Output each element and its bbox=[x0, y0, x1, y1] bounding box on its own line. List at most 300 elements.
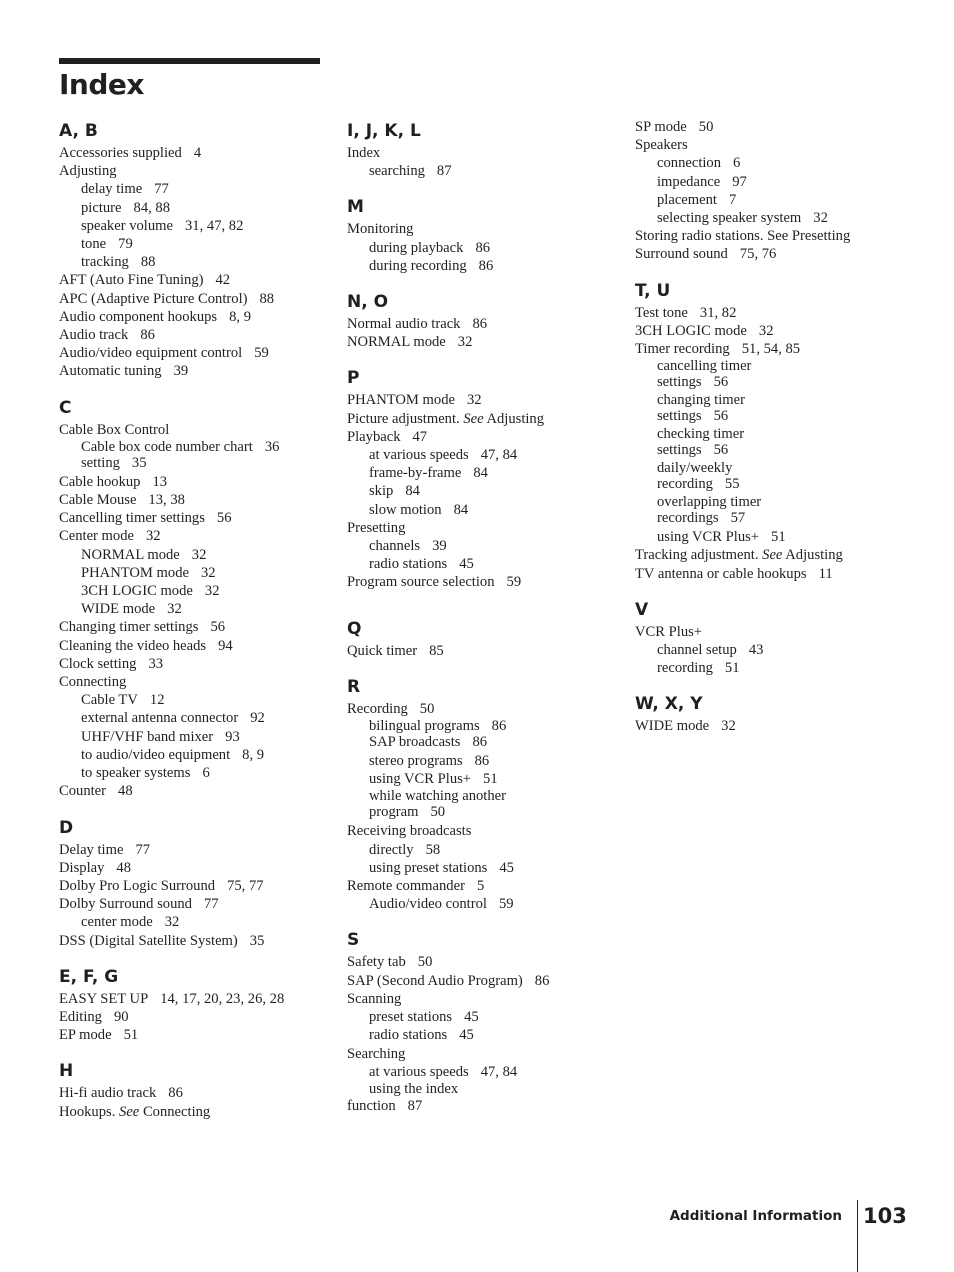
entry-label: at various speeds bbox=[369, 1063, 469, 1080]
index-entry bbox=[59, 308, 329, 326]
entry-page-numbers: 32 bbox=[758, 322, 774, 339]
entry-label: SAP broadcasts bbox=[369, 734, 461, 751]
entry-label: SAP (Second Audio Program) bbox=[347, 972, 523, 989]
index-subentry bbox=[635, 173, 905, 191]
index-subentry bbox=[59, 728, 329, 746]
entry-page-numbers: 32 bbox=[813, 210, 828, 227]
index-entry bbox=[347, 953, 617, 971]
section-gap bbox=[59, 1044, 329, 1058]
entry-page-numbers: 35 bbox=[131, 454, 147, 471]
entry-label: searching bbox=[369, 163, 425, 180]
index-entry bbox=[635, 623, 905, 641]
entry-label: Center mode bbox=[59, 528, 134, 545]
entry-page-numbers: 35 bbox=[249, 932, 265, 949]
entry-page-numbers: 47, 84 bbox=[480, 447, 518, 464]
index-entry bbox=[635, 546, 905, 564]
index-section bbox=[59, 395, 329, 801]
entry-page-numbers: 94 bbox=[218, 637, 233, 654]
section-heading: H bbox=[59, 1061, 74, 1082]
index-entry bbox=[347, 990, 617, 1008]
section-heading: A, B bbox=[59, 121, 98, 141]
entry-page-numbers: 92 bbox=[250, 710, 265, 727]
entry-label: Audio track bbox=[59, 327, 129, 344]
entry-page-numbers: 86 bbox=[534, 972, 550, 989]
entry-label: skip bbox=[369, 483, 394, 500]
section-heading: P bbox=[347, 368, 360, 389]
entry-label: setting bbox=[81, 454, 120, 471]
index-section bbox=[635, 597, 905, 678]
entry-label: recordings bbox=[657, 510, 719, 527]
index-subentry bbox=[59, 439, 329, 455]
entry-page-numbers: 84 bbox=[453, 501, 469, 518]
index-entry bbox=[635, 136, 905, 154]
index-section bbox=[59, 1058, 329, 1120]
entry-label: Connecting bbox=[59, 674, 127, 691]
index-subentry bbox=[59, 253, 329, 271]
entry-page-numbers: 84, 88 bbox=[133, 199, 171, 216]
see-reference-target: Adjusting bbox=[486, 410, 545, 427]
section-heading: S bbox=[347, 930, 360, 951]
index-subentry bbox=[59, 546, 329, 564]
index-column-2 bbox=[347, 118, 617, 1115]
entry-page-numbers: 45 bbox=[459, 1027, 474, 1044]
section-gap bbox=[347, 592, 617, 616]
entry-page-numbers: 87 bbox=[407, 1097, 423, 1114]
entry-label: slow motion bbox=[369, 501, 442, 518]
entry-page-numbers: 48 bbox=[116, 859, 131, 876]
entry-page-numbers: 32 bbox=[164, 914, 180, 931]
entry-page-numbers: 56 bbox=[210, 619, 226, 636]
entry-page-numbers: 6 bbox=[202, 765, 210, 782]
index-column-3 bbox=[635, 118, 905, 736]
entry-page-numbers: 13 bbox=[152, 473, 168, 490]
index-subentry bbox=[347, 537, 617, 555]
index-entry bbox=[635, 322, 905, 340]
index-entry bbox=[59, 877, 329, 895]
entry-label: checking timer bbox=[657, 426, 745, 443]
index-entry bbox=[347, 315, 617, 333]
index-subentry bbox=[59, 217, 329, 235]
entry-page-numbers: 33 bbox=[148, 655, 164, 672]
index-subentry bbox=[347, 859, 617, 877]
index-entry bbox=[59, 271, 329, 289]
index-entry bbox=[347, 391, 617, 409]
entry-label: Monitoring bbox=[347, 221, 414, 238]
entry-label: function bbox=[347, 1097, 396, 1114]
entry-label: Cleaning the video heads bbox=[59, 637, 207, 654]
entry-label: TV antenna or cable hookups bbox=[635, 565, 807, 582]
entry-label: Program source selection bbox=[347, 574, 495, 591]
entry-label: picture bbox=[81, 199, 122, 216]
index-subentry bbox=[347, 555, 617, 573]
entry-label: to audio/video equipment bbox=[81, 746, 231, 763]
entry-page-numbers: 56 bbox=[713, 374, 729, 391]
index-entry bbox=[347, 519, 617, 537]
index-entry bbox=[347, 333, 617, 351]
index-subentry bbox=[347, 718, 617, 734]
entry-page-numbers: 11 bbox=[818, 565, 833, 582]
entry-label: at various speeds bbox=[369, 447, 469, 464]
section-gap bbox=[347, 275, 617, 289]
entry-page-numbers: 50 bbox=[417, 954, 433, 971]
index-section bbox=[347, 118, 617, 180]
section-gap bbox=[59, 950, 329, 964]
entry-label: Tracking adjustment. bbox=[635, 547, 759, 564]
index-subentry bbox=[635, 659, 905, 677]
section-gap bbox=[347, 351, 617, 365]
entry-page-numbers: 57 bbox=[730, 510, 746, 527]
entry-label: 3CH LOGIC mode bbox=[81, 583, 193, 600]
index-subentry bbox=[347, 1026, 617, 1044]
index-subentry bbox=[347, 482, 617, 500]
entry-page-numbers: 45 bbox=[459, 556, 474, 573]
entry-label: Playback bbox=[347, 428, 401, 445]
page-title: Index bbox=[59, 68, 144, 101]
entry-page-numbers: 55 bbox=[724, 476, 740, 493]
entry-page-numbers: 39 bbox=[432, 538, 447, 555]
index-section bbox=[347, 289, 617, 351]
entry-label: directly bbox=[369, 841, 414, 858]
see-reference-marker: See bbox=[119, 1103, 140, 1120]
index-entry bbox=[59, 1026, 329, 1044]
section-heading: M bbox=[347, 197, 364, 218]
index-subentry bbox=[635, 191, 905, 209]
entry-page-numbers: 32 bbox=[200, 564, 216, 581]
entry-label: Surround sound bbox=[635, 246, 728, 263]
index-entry bbox=[635, 245, 905, 263]
entry-page-numbers: 48 bbox=[118, 783, 133, 800]
index-subentry bbox=[635, 641, 905, 659]
entry-page-numbers: 42 bbox=[215, 272, 231, 289]
entry-page-numbers: 51, 54, 85 bbox=[741, 341, 801, 358]
entry-label: during playback bbox=[369, 239, 464, 256]
entry-page-numbers: 51 bbox=[483, 771, 498, 788]
index-subentry bbox=[347, 770, 617, 788]
entry-page-numbers: 85 bbox=[429, 642, 444, 659]
entry-label: overlapping timer bbox=[657, 494, 762, 511]
index-entry bbox=[59, 362, 329, 380]
entry-label: external antenna connector bbox=[81, 710, 239, 727]
index-subentry bbox=[635, 460, 905, 476]
entry-label: Test tone bbox=[635, 304, 688, 321]
entry-label: frame-by-frame bbox=[369, 465, 462, 482]
entry-label: daily/weekly bbox=[657, 460, 733, 477]
index-subentry bbox=[347, 239, 617, 257]
index-subentry bbox=[635, 154, 905, 172]
entry-label: Speakers bbox=[635, 137, 688, 154]
entry-page-numbers: 86 bbox=[140, 327, 155, 344]
index-subentry bbox=[635, 209, 905, 227]
entry-page-numbers: 88 bbox=[259, 290, 275, 307]
index-section bbox=[59, 815, 329, 950]
entry-label: SP mode bbox=[635, 119, 687, 135]
index-subentry bbox=[347, 804, 617, 820]
entry-label: Index bbox=[347, 145, 381, 161]
index-entry bbox=[347, 428, 617, 446]
entry-page-numbers: 77 bbox=[203, 896, 219, 913]
entry-page-numbers: 8, 9 bbox=[229, 308, 251, 325]
index-entry bbox=[347, 410, 617, 428]
entry-page-numbers: 93 bbox=[225, 728, 240, 745]
section-heading: E, F, G bbox=[59, 966, 119, 987]
index-entry bbox=[59, 637, 329, 655]
index-subentry bbox=[59, 199, 329, 217]
section-heading: I, J, K, L bbox=[347, 121, 421, 141]
see-reference-marker: See bbox=[762, 547, 783, 564]
section-gap bbox=[347, 180, 617, 194]
entry-label: Hi-fi audio track bbox=[59, 1085, 157, 1102]
index-entry bbox=[59, 509, 329, 527]
entry-label: Editing bbox=[59, 1008, 102, 1025]
entry-page-numbers: 13, 38 bbox=[148, 492, 185, 509]
index-entry bbox=[635, 340, 905, 358]
index-entry bbox=[59, 473, 329, 491]
section-heading: W, X, Y bbox=[635, 694, 703, 715]
entry-label: settings bbox=[657, 442, 702, 459]
section-heading: R bbox=[347, 676, 361, 697]
entry-label: delay time bbox=[81, 181, 143, 198]
footer-divider bbox=[857, 1200, 858, 1272]
index-entry bbox=[59, 344, 329, 362]
entry-label: channel setup bbox=[657, 642, 737, 659]
section-gap bbox=[347, 913, 617, 927]
section-gap bbox=[635, 583, 905, 597]
entry-label: to speaker systems bbox=[81, 765, 191, 782]
index-entry bbox=[347, 220, 617, 238]
entry-label: settings bbox=[657, 408, 702, 425]
entry-page-numbers: 59 bbox=[254, 345, 269, 362]
index-subentry bbox=[635, 442, 905, 458]
entry-page-numbers: 58 bbox=[425, 841, 441, 858]
entry-label: Timer recording bbox=[635, 341, 730, 358]
entry-label: speaker volume bbox=[81, 217, 173, 234]
entry-label: Dolby Surround sound bbox=[59, 896, 192, 913]
index-entry bbox=[59, 1008, 329, 1026]
see-reference-target: Connecting bbox=[142, 1103, 211, 1120]
index-subentry bbox=[635, 528, 905, 546]
section-gap bbox=[59, 381, 329, 395]
entry-page-numbers: 59 bbox=[506, 574, 522, 591]
index-subentry bbox=[347, 446, 617, 464]
footer-section-label: Additional Information bbox=[669, 1208, 842, 1224]
entry-page-numbers: 86 bbox=[168, 1085, 183, 1102]
index-entry bbox=[59, 1084, 329, 1102]
index-entry bbox=[59, 326, 329, 344]
entry-page-numbers: 14, 17, 20, 23, 26, 28 bbox=[160, 990, 285, 1007]
entry-label: Automatic tuning bbox=[59, 363, 162, 380]
index-subentry bbox=[59, 746, 329, 764]
entry-page-numbers: 84 bbox=[473, 465, 488, 482]
entry-page-numbers: 87 bbox=[436, 163, 452, 180]
index-entry bbox=[347, 700, 617, 718]
entry-page-numbers: 77 bbox=[135, 841, 151, 858]
entry-label: Cable TV bbox=[81, 692, 138, 709]
entry-label: Audio/video control bbox=[369, 896, 487, 913]
entry-page-numbers: 97 bbox=[732, 173, 747, 190]
index-subentry bbox=[635, 374, 905, 390]
entry-label: bilingual programs bbox=[369, 718, 480, 735]
index-subentry bbox=[59, 180, 329, 198]
index-entry bbox=[59, 655, 329, 673]
index-section bbox=[347, 365, 617, 591]
index-entry bbox=[347, 877, 617, 895]
entry-page-numbers: 86 bbox=[491, 718, 507, 735]
index-entry bbox=[635, 118, 905, 136]
section-heading: C bbox=[59, 397, 72, 418]
entry-label: Storing radio stations. See Presetting bbox=[635, 228, 851, 245]
index-entry bbox=[635, 304, 905, 322]
entry-label: radio stations bbox=[369, 1027, 448, 1044]
index-subentry bbox=[347, 841, 617, 859]
section-gap bbox=[59, 801, 329, 815]
entry-page-numbers: 86 bbox=[475, 239, 491, 256]
entry-page-numbers: 77 bbox=[154, 181, 169, 198]
entry-page-numbers: 32 bbox=[457, 334, 473, 351]
entry-page-numbers: 86 bbox=[472, 316, 488, 333]
index-subentry bbox=[59, 600, 329, 618]
index-subentry bbox=[347, 257, 617, 275]
entry-label: center mode bbox=[81, 914, 153, 931]
entry-page-numbers: 86 bbox=[474, 753, 490, 770]
index-subentry bbox=[635, 494, 905, 510]
entry-label: recording bbox=[657, 660, 713, 677]
entry-label: channels bbox=[369, 538, 421, 555]
entry-page-numbers: 90 bbox=[113, 1008, 129, 1025]
entry-label: placement bbox=[657, 191, 717, 208]
section-gap bbox=[347, 660, 617, 674]
entry-page-numbers: 5 bbox=[476, 878, 485, 895]
entry-label: Cable Box Control bbox=[59, 421, 170, 438]
entry-label: Audio/video equipment control bbox=[59, 345, 243, 362]
entry-page-numbers: 75, 77 bbox=[227, 877, 264, 894]
entry-page-numbers: 4 bbox=[193, 145, 202, 161]
entry-page-numbers: 43 bbox=[748, 642, 764, 659]
index-entry bbox=[347, 972, 617, 990]
entry-page-numbers: 51 bbox=[123, 1027, 139, 1044]
entry-page-numbers: 32 bbox=[191, 546, 207, 563]
entry-page-numbers: 12 bbox=[149, 692, 165, 709]
entry-label: Delay time bbox=[59, 841, 124, 858]
entry-label: Scanning bbox=[347, 990, 402, 1007]
entry-label: using VCR Plus+ bbox=[369, 771, 472, 788]
entry-label: Dolby Pro Logic Surround bbox=[59, 877, 216, 894]
entry-label: Cable Mouse bbox=[59, 492, 137, 509]
entry-page-numbers: 31, 82 bbox=[699, 304, 737, 321]
entry-label: VCR Plus+ bbox=[635, 623, 703, 640]
index-entry bbox=[347, 822, 617, 840]
entry-page-numbers: 56 bbox=[713, 408, 729, 425]
entry-page-numbers: 45 bbox=[464, 1009, 479, 1026]
entry-label: Adjusting bbox=[59, 163, 117, 180]
entry-label: AFT (Auto Fine Tuning) bbox=[59, 272, 204, 289]
entry-page-numbers: 56 bbox=[713, 442, 729, 459]
entry-label: recording bbox=[657, 476, 713, 493]
index-subentry bbox=[347, 162, 617, 180]
entry-label: cancelling timer bbox=[657, 358, 752, 375]
entry-label: EP mode bbox=[59, 1027, 112, 1044]
entry-label: impedance bbox=[657, 173, 721, 190]
entry-page-numbers: 45 bbox=[499, 859, 514, 876]
index-subentry bbox=[635, 510, 905, 526]
index-subentry bbox=[635, 476, 905, 492]
entry-label: APC (Adaptive Picture Control) bbox=[59, 290, 248, 307]
index-subentry bbox=[347, 895, 617, 913]
index-subentry bbox=[635, 392, 905, 408]
entry-label: changing timer bbox=[657, 392, 745, 409]
entry-label: Recording bbox=[347, 700, 408, 717]
entry-page-numbers: 32 bbox=[466, 392, 482, 409]
entry-page-numbers: 36 bbox=[264, 438, 280, 455]
see-reference-target: Adjusting bbox=[785, 547, 843, 564]
index-entry bbox=[347, 1045, 617, 1063]
entry-label: NORMAL mode bbox=[81, 546, 180, 563]
entry-page-numbers: 88 bbox=[140, 254, 156, 271]
index-section bbox=[59, 964, 329, 1045]
entry-label: Cable hookup bbox=[59, 473, 141, 490]
index-subentry bbox=[59, 564, 329, 582]
index-subentry bbox=[347, 1063, 617, 1081]
entry-page-numbers: 6 bbox=[733, 155, 741, 172]
entry-page-numbers: 31, 47, 82 bbox=[185, 217, 244, 234]
index-entry bbox=[347, 1097, 617, 1115]
entry-label: Counter bbox=[59, 783, 107, 800]
index-entry bbox=[59, 673, 329, 691]
entry-label: using the index bbox=[369, 1080, 459, 1097]
index-entry bbox=[347, 144, 617, 162]
entry-label: Audio component hookups bbox=[59, 308, 218, 325]
entry-label: stereo programs bbox=[369, 753, 463, 770]
entry-label: Safety tab bbox=[347, 954, 406, 971]
entry-label: Cancelling timer settings bbox=[59, 510, 205, 527]
section-heading: N, O bbox=[347, 292, 389, 313]
index-subentry bbox=[59, 455, 329, 471]
entry-page-numbers: 84 bbox=[405, 483, 420, 500]
entry-page-numbers: 51 bbox=[724, 660, 740, 677]
index-section bbox=[635, 691, 905, 735]
entry-page-numbers: 51 bbox=[771, 529, 786, 546]
index-entry bbox=[59, 895, 329, 913]
entry-page-numbers: 47, 84 bbox=[480, 1063, 518, 1080]
entry-label: connection bbox=[657, 155, 722, 172]
entry-label: Presetting bbox=[347, 519, 406, 536]
index-section bbox=[347, 927, 617, 1115]
entry-page-numbers: 86 bbox=[472, 734, 488, 751]
entry-label: Accessories supplied bbox=[59, 145, 182, 161]
index-section bbox=[59, 118, 329, 381]
index-entry bbox=[59, 618, 329, 636]
entry-label: selecting speaker system bbox=[657, 210, 802, 227]
entry-page-numbers: 79 bbox=[118, 236, 133, 253]
entry-page-numbers: 32 bbox=[167, 601, 182, 618]
index-subentry bbox=[635, 408, 905, 424]
entry-label: EASY SET UP bbox=[59, 990, 149, 1007]
entry-label: PHANTOM mode bbox=[81, 564, 189, 581]
index-entry bbox=[59, 782, 329, 800]
index-subentry bbox=[347, 734, 617, 750]
entry-page-numbers: 75, 76 bbox=[739, 246, 777, 263]
index-section bbox=[347, 616, 617, 660]
index-entry bbox=[59, 421, 329, 439]
entry-label: preset stations bbox=[369, 1009, 453, 1026]
entry-page-numbers: 50 bbox=[419, 700, 435, 717]
entry-page-numbers: 50 bbox=[430, 804, 446, 821]
index-subentry bbox=[59, 691, 329, 709]
index-subentry bbox=[347, 501, 617, 519]
index-entry bbox=[59, 990, 329, 1008]
index-entry bbox=[59, 841, 329, 859]
entry-label: Changing timer settings bbox=[59, 619, 199, 636]
index-subentry bbox=[59, 764, 329, 782]
